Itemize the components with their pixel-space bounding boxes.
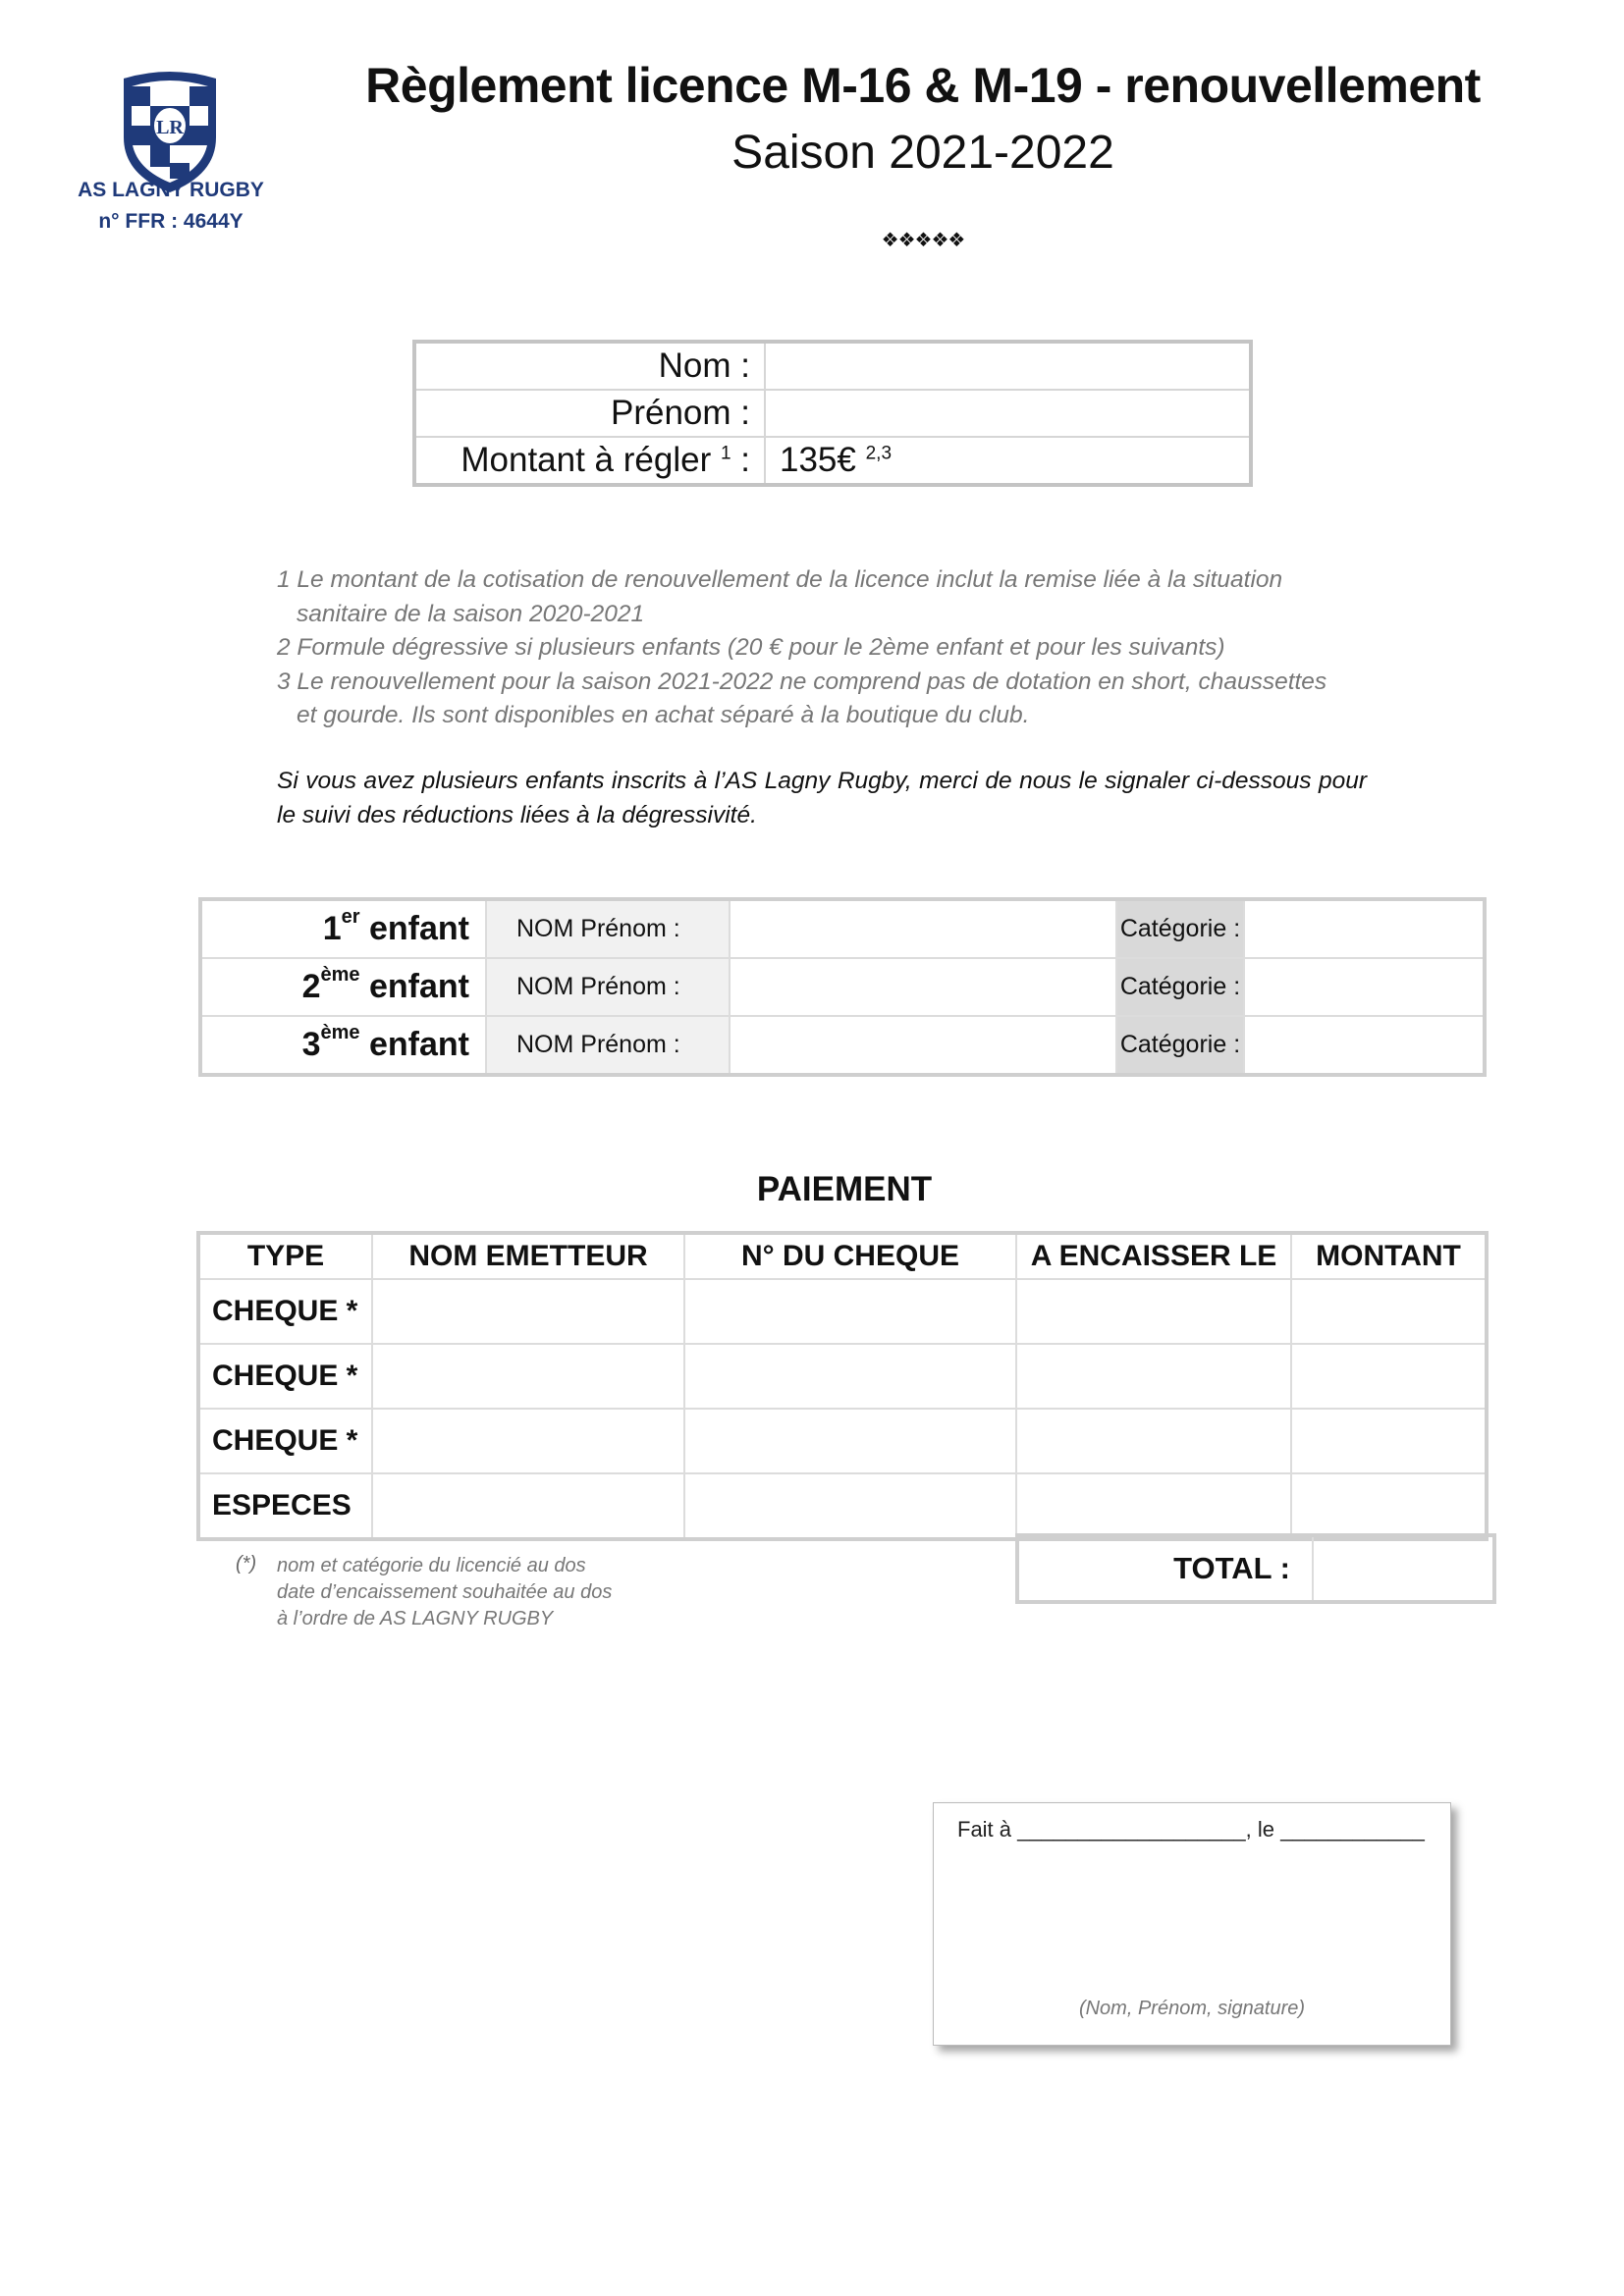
cheque-number-field[interactable] bbox=[684, 1409, 1016, 1473]
total-field[interactable] bbox=[1314, 1537, 1492, 1600]
name-label: NOM Prénom : bbox=[486, 899, 730, 958]
footnote-1: 1 Le montant de la cotisation de renouvellement de la licence inclut la remise liée à la situation bbox=[277, 566, 1283, 593]
season-subtitle: Saison 2021-2022 bbox=[731, 127, 1114, 179]
emitter-field[interactable] bbox=[372, 1473, 684, 1539]
payment-header-row bbox=[198, 1233, 1487, 1279]
payment-asterisk: (*) bbox=[236, 1553, 257, 1575]
signature-hint: (Nom, Prénom, signature) bbox=[1078, 1998, 1306, 2019]
name-label: NOM Prénom : bbox=[486, 1016, 730, 1075]
prenom-row bbox=[414, 390, 1251, 437]
child-label bbox=[200, 958, 486, 1016]
payment-type: CHEQUE * bbox=[198, 1279, 372, 1344]
document-title: Règlement licence M-16 & M-19 - renouvellement bbox=[365, 58, 1481, 113]
payment-row bbox=[198, 1409, 1487, 1473]
amount-field[interactable] bbox=[1291, 1409, 1487, 1473]
name-label: NOM Prénom : bbox=[486, 958, 730, 1016]
payment-row bbox=[198, 1279, 1487, 1344]
child-ordinal: ème bbox=[320, 964, 360, 986]
montant-value: 135€ bbox=[780, 441, 856, 479]
child-name-field[interactable] bbox=[730, 899, 1116, 958]
amount-field[interactable] bbox=[1291, 1473, 1487, 1539]
child-word: enfant bbox=[369, 968, 469, 1005]
child-row bbox=[200, 899, 1485, 958]
payment-type: CHEQUE * bbox=[198, 1344, 372, 1409]
category-label: Catégorie : bbox=[1116, 958, 1244, 1016]
payment-type: ESPECES bbox=[198, 1473, 372, 1539]
payment-row bbox=[198, 1344, 1487, 1409]
child-name-field[interactable] bbox=[730, 958, 1116, 1016]
emitter-field[interactable] bbox=[372, 1409, 684, 1473]
cash-date-field[interactable] bbox=[1016, 1409, 1291, 1473]
montant-label-text: Montant à régler bbox=[460, 441, 712, 479]
nom-row bbox=[414, 342, 1251, 390]
identity-table bbox=[412, 340, 1253, 487]
child-name-field[interactable] bbox=[730, 1016, 1116, 1075]
signature-box bbox=[933, 1802, 1451, 2046]
footnotes bbox=[277, 563, 1367, 733]
emitter-field[interactable] bbox=[372, 1279, 684, 1344]
header-montant: MONTANT bbox=[1291, 1233, 1487, 1279]
club-name: AS LAGNY RUGBY bbox=[78, 179, 264, 201]
footnote-3: 3 Le renouvellement pour la saison 2021-2022 ne comprend pas de dotation en short, chaussettes bbox=[277, 667, 1327, 695]
footnote-2: 2 Formule dégressive si plusieurs enfants (20 € pour le 2ème enfant et pour les suivants) bbox=[277, 634, 1225, 661]
montant-label bbox=[414, 437, 765, 485]
club-ffr-number: n° FFR : 4644Y bbox=[98, 210, 244, 233]
payment-note: nom et catégorie du licencié au dos bbox=[277, 1555, 586, 1576]
logo-letters: LR bbox=[156, 117, 184, 138]
header-type: TYPE bbox=[198, 1233, 372, 1279]
child-label bbox=[200, 1016, 486, 1075]
child-row bbox=[200, 1016, 1485, 1075]
nom-field[interactable] bbox=[765, 342, 1251, 390]
child-number: 3 bbox=[301, 1026, 321, 1063]
montant-footnote-ref: 1 bbox=[720, 443, 731, 464]
child-category-field[interactable] bbox=[1244, 1016, 1485, 1075]
payment-notes bbox=[277, 1553, 689, 1632]
category-label: Catégorie : bbox=[1116, 1016, 1244, 1075]
child-ordinal: er bbox=[341, 906, 360, 928]
payment-row bbox=[198, 1473, 1487, 1539]
child-word: enfant bbox=[369, 910, 469, 947]
child-word: enfant bbox=[369, 1026, 469, 1063]
total-label: TOTAL : bbox=[1019, 1537, 1314, 1600]
title-ornament: ❖❖❖❖❖ bbox=[881, 230, 965, 251]
multi-children-note: Si vous avez plusieurs enfants inscrits à l’AS Lagny Rugby, merci de nous le signaler ci-dessous pour le suivi des réductions liées à la dégressivité. bbox=[277, 768, 1367, 828]
montant-colon: : bbox=[731, 441, 750, 479]
club-logo bbox=[116, 69, 224, 196]
montant-value-footnote-ref: 2,3 bbox=[865, 443, 893, 464]
cash-date-field[interactable] bbox=[1016, 1344, 1291, 1409]
children-table bbox=[198, 897, 1487, 1077]
child-ordinal: ème bbox=[320, 1022, 360, 1043]
child-category-field[interactable] bbox=[1244, 899, 1485, 958]
footnote-3-cont: et gourde. Ils sont disponibles en achat séparé à la boutique du club. bbox=[297, 702, 1030, 728]
child-category-field[interactable] bbox=[1244, 958, 1485, 1016]
emitter-field[interactable] bbox=[372, 1344, 684, 1409]
montant-field bbox=[765, 437, 1251, 485]
header-date-encaissement: A ENCAISSER LE bbox=[1016, 1233, 1291, 1279]
cheque-number-field[interactable] bbox=[684, 1279, 1016, 1344]
nom-label: Nom : bbox=[414, 342, 765, 390]
child-number: 1 bbox=[322, 910, 342, 947]
amount-field[interactable] bbox=[1291, 1344, 1487, 1409]
payment-title: PAIEMENT bbox=[756, 1170, 933, 1208]
montant-row bbox=[414, 437, 1251, 485]
cheque-number-field[interactable] bbox=[684, 1344, 1016, 1409]
child-row bbox=[200, 958, 1485, 1016]
prenom-label: Prénom : bbox=[414, 390, 765, 437]
cheque-number-field[interactable] bbox=[684, 1473, 1016, 1539]
payment-table bbox=[196, 1231, 1489, 1541]
payment-note: à l’ordre de AS LAGNY RUGBY bbox=[277, 1608, 554, 1629]
amount-field[interactable] bbox=[1291, 1279, 1487, 1344]
header-nom-emetteur: NOM EMETTEUR bbox=[372, 1233, 684, 1279]
cash-date-field[interactable] bbox=[1016, 1279, 1291, 1344]
child-label bbox=[200, 899, 486, 958]
child-number: 2 bbox=[301, 968, 321, 1005]
footnote-1-cont: sanitaire de la saison 2020-2021 bbox=[297, 600, 645, 627]
cash-date-field[interactable] bbox=[1016, 1473, 1291, 1539]
payment-type: CHEQUE * bbox=[198, 1409, 372, 1473]
category-label: Catégorie : bbox=[1116, 899, 1244, 958]
payment-note: date d’encaissement souhaitée au dos bbox=[277, 1581, 613, 1603]
total-box bbox=[1015, 1533, 1496, 1604]
header-numero-cheque: N° DU CHEQUE bbox=[684, 1233, 1016, 1279]
prenom-field[interactable] bbox=[765, 390, 1251, 437]
signature-place-date[interactable]: Fait à ___________________, le ____________ bbox=[957, 1817, 1425, 1842]
